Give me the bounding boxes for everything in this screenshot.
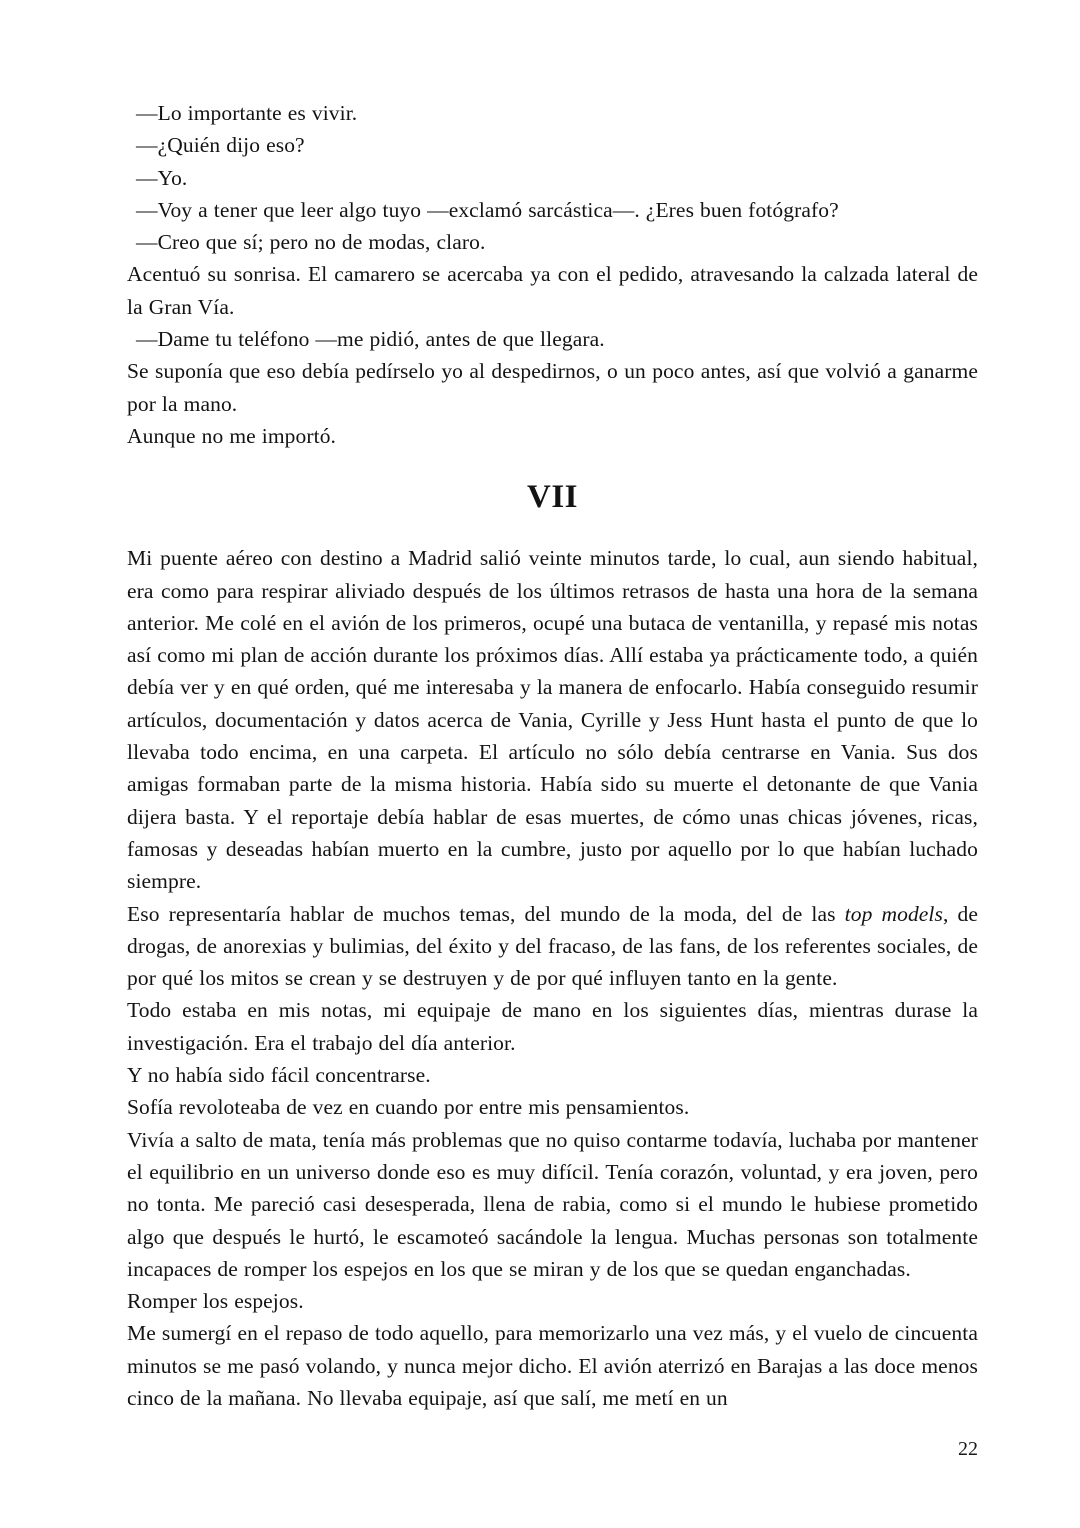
dialogue-line: —Voy a tener que leer algo tuyo —exclamó sarcástica—. ¿Eres buen fotógrafo?: [136, 197, 839, 222]
paragraph-text-run: Eso representaría hablar de muchos temas, del mundo de la moda, del de las: [127, 901, 845, 926]
paragraph: Aunque no me importó.: [127, 423, 337, 448]
paragraph: Romper los espejos.: [127, 1289, 304, 1314]
paragraph-text-run: , de drogas, de anorexias y bulimias, del éxito y del fracaso, de las fans, de los referentes sociales, de por qué los mitos se crean y se destruyen y de por qué influyen tanto en la gente.: [127, 901, 978, 991]
paragraph: [127, 898, 978, 995]
paragraph: Acentuó su sonrisa. El camarero se acercaba ya con el pedido, atravesando la calzada lateral de la Gran Vía.: [127, 262, 978, 319]
dialogue-line: —¿Quién dijo eso?: [136, 133, 305, 158]
paragraph: Mi puente aéreo con destino a Madrid salió veinte minutos tarde, lo cual, aun siendo habitual, era como para respirar aliviado después de los últimos retrasos de hasta una hora de la semana anterior. Me colé en el avión de los primeros, ocupé una butaca de ventanilla, y repasé mis notas así como mi plan de acción durante los próximos días. Allí estaba ya prácticamente todo, a quién debía ver y en qué orden, qué me interesaba y la manera de enfocarlo. Había conseguido resumir artículos, documentación y datos acerca de Vania, Cyrille y Jess Hunt hasta el punto de que lo llevaba todo encima, en una carpeta. El artículo no sólo debía centrarse en Vania. Sus dos amigas formaban parte de la misma historia. Había sido su muerte el detonante de que Vania dijera basta. Y el reportaje debía hablar de esas muertes, de cómo unas chicas jóvenes, ricas, famosas y deseadas habían muerto en la cumbre, justo por aquello por lo que habían luchado siempre.: [127, 546, 978, 894]
dialogue-line: —Lo importante es vivir.: [136, 101, 358, 125]
paragraph: Todo estaba en mis notas, mi equipaje de mano en los siguientes días, mientras durase la investigación. Era el trabajo del día anterior.: [127, 998, 978, 1055]
page-text-block: [127, 97, 978, 1414]
paragraph: Y no había sido fácil concentrarse.: [127, 1063, 431, 1088]
paragraph: Se suponía que eso debía pedírselo yo al despedirnos, o un poco antes, así que volvió a ganarme por la mano.: [127, 359, 978, 416]
italic-text-run: top models: [844, 901, 943, 926]
paragraph: Me sumergí en el repaso de todo aquello, para memorizarlo una vez más, y el vuelo de cincuenta minutos se me pasó volando, y nunca mejor dicho. El avión aterrizó en Barajas a las doce menos cinco de la mañana. No llevaba equipaje, así que salí, me metí en un: [127, 1321, 978, 1410]
paragraph: Vivía a salto de mata, tenía más problemas que no quiso contarme todavía, luchaba por mantener el equilibrio en un universo donde eso es muy difícil. Tenía corazón, voluntad, y era joven, pero no tonta. Me pareció casi desesperada, llena de rabia, como si el mundo le hubiese prometido algo que después le hurtó, le escamoteó sacándole la lengua. Muchas personas son totalmente incapaces de romper los espejos en los que se miran y de los que se quedan enganchadas.: [127, 1127, 978, 1281]
chapter-heading: VII: [526, 479, 579, 516]
paragraph: Sofía revoloteaba de vez en cuando por entre mis pensamientos.: [127, 1095, 690, 1120]
dialogue-line: —Yo.: [136, 165, 188, 190]
dialogue-line: —Dame tu teléfono —me pidió, antes de que llegara.: [136, 327, 605, 352]
page-number: 22: [958, 1438, 978, 1460]
dialogue-line: —Creo que sí; pero no de modas, claro.: [136, 230, 486, 255]
